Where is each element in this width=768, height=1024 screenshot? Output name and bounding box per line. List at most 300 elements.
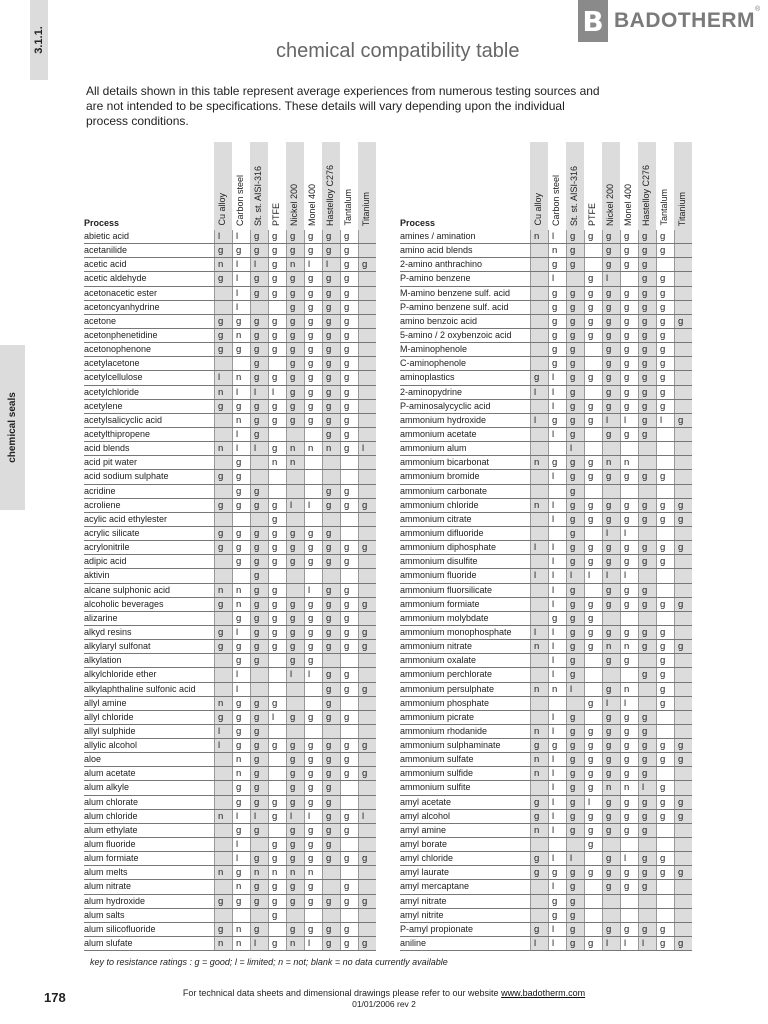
table-row bbox=[400, 852, 692, 866]
material-name: Nickel 200 bbox=[289, 183, 299, 226]
process-name: ammonium fluoride bbox=[400, 570, 477, 581]
rating-cell: g bbox=[638, 640, 656, 653]
process-name: allylic alcohol bbox=[84, 740, 138, 751]
rating-cell: g bbox=[584, 470, 602, 483]
rating-cell bbox=[214, 880, 232, 893]
rating-cell: g bbox=[304, 923, 322, 936]
rating-cell: g bbox=[566, 824, 584, 837]
rating-cell: g bbox=[602, 555, 620, 568]
rating-cell bbox=[638, 838, 656, 851]
rating-cell bbox=[584, 909, 602, 922]
process-name: P-amino benzene sulf. acid bbox=[400, 301, 509, 312]
rating-cell bbox=[214, 683, 232, 696]
rating-cell: g bbox=[214, 541, 232, 554]
rating-cell bbox=[674, 527, 692, 540]
rating-cell: g bbox=[602, 541, 620, 554]
rating-cell bbox=[286, 683, 304, 696]
table-row bbox=[84, 880, 376, 894]
rating-cell bbox=[250, 301, 268, 314]
rating-cell bbox=[602, 895, 620, 908]
process-name: allyl sulphide bbox=[84, 725, 136, 736]
rating-cell: g bbox=[268, 697, 286, 710]
rating-cell: g bbox=[566, 640, 584, 653]
rating-cell: g bbox=[250, 428, 268, 441]
rating-cell: n bbox=[620, 683, 638, 696]
material-column-header bbox=[602, 142, 620, 230]
rating-cell bbox=[340, 569, 358, 582]
rating-cell bbox=[530, 895, 548, 908]
rating-cell bbox=[548, 527, 566, 540]
rating-cell: l bbox=[268, 711, 286, 724]
rating-cell: g bbox=[566, 866, 584, 879]
process-name: P-amino benzene bbox=[400, 273, 471, 284]
table-row bbox=[84, 527, 376, 541]
material-column-header bbox=[340, 142, 358, 230]
rating-cell bbox=[214, 796, 232, 809]
rating-cell: g bbox=[322, 781, 340, 794]
rating-cell bbox=[584, 852, 602, 865]
rating-cell: g bbox=[602, 343, 620, 356]
rating-cell: g bbox=[340, 711, 358, 724]
rating-cell bbox=[340, 697, 358, 710]
rating-cell: g bbox=[566, 386, 584, 399]
rating-cell bbox=[638, 697, 656, 710]
rating-cell bbox=[214, 668, 232, 681]
table-row bbox=[84, 386, 376, 400]
rating-cell: g bbox=[232, 470, 250, 483]
rating-cell: g bbox=[620, 258, 638, 271]
table-row bbox=[84, 371, 376, 385]
rating-cell: l bbox=[250, 386, 268, 399]
rating-cell: g bbox=[638, 541, 656, 554]
rating-cell bbox=[358, 371, 376, 384]
rating-cell: g bbox=[322, 527, 340, 540]
material-name: Hastelloy C276 bbox=[325, 164, 335, 226]
table-row bbox=[400, 767, 692, 781]
rating-cell: g bbox=[250, 584, 268, 597]
rating-cell: l bbox=[232, 272, 250, 285]
rating-cell: g bbox=[250, 555, 268, 568]
table-row bbox=[84, 456, 376, 470]
rating-cell: g bbox=[548, 329, 566, 342]
rating-key: key to resistance ratings : g = good; l = limited; n = not; blank = no data currently available bbox=[90, 957, 448, 967]
side-category-label: chemical seals bbox=[7, 392, 19, 463]
rating-cell: g bbox=[548, 909, 566, 922]
table-row bbox=[400, 612, 692, 626]
rating-cell: g bbox=[214, 272, 232, 285]
material-column-header bbox=[584, 142, 602, 230]
rating-cell: g bbox=[358, 895, 376, 908]
rating-cell: g bbox=[304, 541, 322, 554]
footer-date: 01/01/2006 rev 2 bbox=[352, 999, 416, 1009]
table-row bbox=[400, 230, 692, 244]
rating-cell: g bbox=[584, 626, 602, 639]
material-name: Monel 400 bbox=[307, 183, 317, 226]
rating-cell bbox=[602, 485, 620, 498]
material-name: St. st. AISI-316 bbox=[569, 165, 579, 226]
rating-cell bbox=[584, 880, 602, 893]
rating-cell bbox=[530, 697, 548, 710]
rating-cell: g bbox=[322, 895, 340, 908]
rating-cell: l bbox=[620, 527, 638, 540]
rating-cell bbox=[358, 244, 376, 257]
process-name: alum acetate bbox=[84, 768, 136, 779]
rating-cell: l bbox=[548, 725, 566, 738]
rating-cell: g bbox=[214, 626, 232, 639]
rating-cell: g bbox=[602, 810, 620, 823]
rating-cell bbox=[548, 485, 566, 498]
rating-cell: g bbox=[268, 329, 286, 342]
rating-cell: g bbox=[566, 428, 584, 441]
rating-cell: l bbox=[566, 442, 584, 455]
rating-cell bbox=[250, 668, 268, 681]
material-name: Carbon steel bbox=[235, 174, 245, 226]
process-name: alizarine bbox=[84, 612, 118, 623]
rating-cell: l bbox=[232, 428, 250, 441]
process-name: ammonium persulphate bbox=[400, 683, 495, 694]
table-row bbox=[400, 258, 692, 272]
rating-cell bbox=[530, 343, 548, 356]
rating-cell bbox=[286, 485, 304, 498]
rating-cell: g bbox=[304, 315, 322, 328]
process-name: abietic acid bbox=[84, 231, 130, 241]
material-name: Carbon steel bbox=[551, 174, 561, 226]
rating-cell: g bbox=[584, 400, 602, 413]
rating-cell bbox=[268, 301, 286, 314]
rating-cell: g bbox=[340, 258, 358, 271]
rating-cell: g bbox=[268, 400, 286, 413]
rating-cell: g bbox=[340, 852, 358, 865]
rating-cell bbox=[304, 428, 322, 441]
process-name: amyl mercaptane bbox=[400, 881, 470, 892]
rating-cell bbox=[358, 513, 376, 526]
rating-cell: g bbox=[566, 470, 584, 483]
rating-cell bbox=[358, 569, 376, 582]
rating-cell bbox=[358, 287, 376, 300]
rating-cell: g bbox=[286, 767, 304, 780]
rating-cell bbox=[674, 923, 692, 936]
rating-cell: g bbox=[286, 541, 304, 554]
footer-link[interactable]: www.badotherm.com bbox=[501, 988, 586, 998]
rating-cell: g bbox=[322, 584, 340, 597]
table-row bbox=[84, 725, 376, 739]
rating-cell: g bbox=[620, 371, 638, 384]
rating-cell bbox=[674, 895, 692, 908]
rating-cell: g bbox=[304, 598, 322, 611]
table-row bbox=[400, 555, 692, 569]
rating-cell: g bbox=[322, 683, 340, 696]
rating-cell: l bbox=[214, 725, 232, 738]
rating-cell: g bbox=[268, 541, 286, 554]
rating-cell bbox=[214, 767, 232, 780]
rating-cell: g bbox=[656, 244, 674, 257]
rating-cell bbox=[674, 838, 692, 851]
rating-cell bbox=[322, 654, 340, 667]
rating-cell: g bbox=[620, 357, 638, 370]
rating-cell: g bbox=[322, 287, 340, 300]
rating-cell: g bbox=[250, 711, 268, 724]
rating-cell: g bbox=[638, 287, 656, 300]
table-row bbox=[400, 485, 692, 499]
table-row bbox=[84, 400, 376, 414]
table-row bbox=[84, 796, 376, 810]
rating-cell: g bbox=[286, 923, 304, 936]
rating-cell: g bbox=[638, 739, 656, 752]
rating-cell: g bbox=[286, 598, 304, 611]
rating-cell bbox=[530, 838, 548, 851]
rating-cell: g bbox=[268, 258, 286, 271]
section-number-tab bbox=[30, 0, 48, 80]
rating-cell bbox=[530, 668, 548, 681]
rating-cell: g bbox=[584, 329, 602, 342]
rating-cell: g bbox=[674, 598, 692, 611]
rating-cell: g bbox=[268, 442, 286, 455]
process-name: alcane sulphonic acid bbox=[84, 584, 171, 595]
rating-cell bbox=[214, 838, 232, 851]
rating-cell bbox=[584, 668, 602, 681]
rating-cell bbox=[602, 442, 620, 455]
process-name: ammonium formiate bbox=[400, 598, 480, 609]
rating-cell: g bbox=[268, 513, 286, 526]
rating-cell: n bbox=[286, 456, 304, 469]
process-name: alum salts bbox=[84, 909, 125, 920]
rating-cell: g bbox=[214, 640, 232, 653]
material-column-header bbox=[358, 142, 376, 230]
rating-cell bbox=[656, 442, 674, 455]
rating-cell: l bbox=[548, 937, 566, 950]
rating-cell: l bbox=[620, 414, 638, 427]
rating-cell: g bbox=[602, 683, 620, 696]
table-row bbox=[400, 527, 692, 541]
footer-text: For technical data sheets and dimensional drawings please refer to our website bbox=[182, 988, 499, 998]
rating-cell: n bbox=[530, 767, 548, 780]
rating-cell: l bbox=[620, 937, 638, 950]
rating-cell: g bbox=[232, 697, 250, 710]
process-name: amyl laurate bbox=[400, 867, 450, 878]
rating-cell bbox=[530, 287, 548, 300]
rating-cell bbox=[214, 287, 232, 300]
rating-cell: g bbox=[232, 895, 250, 908]
rating-cell: g bbox=[322, 711, 340, 724]
rating-cell: g bbox=[322, 626, 340, 639]
rating-cell: g bbox=[602, 796, 620, 809]
rating-cell: l bbox=[214, 230, 232, 243]
material-column-header bbox=[250, 142, 268, 230]
rating-cell: n bbox=[268, 456, 286, 469]
rating-cell: g bbox=[656, 937, 674, 950]
rating-cell bbox=[286, 725, 304, 738]
rating-cell: g bbox=[620, 541, 638, 554]
rating-cell bbox=[566, 838, 584, 851]
rating-cell: l bbox=[286, 810, 304, 823]
rating-cell: g bbox=[304, 386, 322, 399]
rating-cell: g bbox=[340, 329, 358, 342]
rating-cell: g bbox=[674, 640, 692, 653]
process-name: ammonium carbonate bbox=[400, 485, 488, 496]
rating-cell bbox=[250, 470, 268, 483]
rating-cell: n bbox=[232, 767, 250, 780]
rating-cell: g bbox=[322, 796, 340, 809]
rating-cell: g bbox=[286, 880, 304, 893]
table-row bbox=[400, 244, 692, 258]
rating-cell bbox=[358, 909, 376, 922]
rating-cell: g bbox=[322, 612, 340, 625]
rating-cell: g bbox=[638, 315, 656, 328]
process-name: adipic acid bbox=[84, 556, 127, 567]
rating-cell bbox=[530, 244, 548, 257]
rating-cell: g bbox=[214, 400, 232, 413]
rating-cell: g bbox=[674, 541, 692, 554]
rating-cell: g bbox=[340, 400, 358, 413]
table-row bbox=[400, 315, 692, 329]
rating-cell bbox=[584, 683, 602, 696]
rating-cell: g bbox=[548, 287, 566, 300]
table-row bbox=[84, 485, 376, 499]
rating-cell: g bbox=[548, 739, 566, 752]
rating-cell: l bbox=[214, 371, 232, 384]
rating-cell: g bbox=[250, 414, 268, 427]
rating-cell: g bbox=[638, 810, 656, 823]
rating-cell bbox=[656, 569, 674, 582]
rating-cell: g bbox=[656, 739, 674, 752]
process-name: 5-amino / 2 oxybenzoic acid bbox=[400, 329, 512, 340]
process-column-header: Process bbox=[84, 218, 120, 228]
process-name: acetonophenone bbox=[84, 344, 152, 355]
rating-cell: g bbox=[322, 824, 340, 837]
material-column-header bbox=[530, 142, 548, 230]
rating-cell bbox=[638, 527, 656, 540]
rating-cell: l bbox=[268, 386, 286, 399]
rating-cell bbox=[674, 880, 692, 893]
process-name: acid blends bbox=[84, 443, 130, 454]
rating-cell bbox=[268, 470, 286, 483]
rating-cell bbox=[674, 470, 692, 483]
rating-cell bbox=[674, 442, 692, 455]
rating-cell: g bbox=[304, 640, 322, 653]
rating-cell: g bbox=[566, 258, 584, 271]
process-name: ammonium difluoride bbox=[400, 527, 484, 538]
process-name: alum hydroxide bbox=[84, 895, 146, 906]
rating-cell: g bbox=[584, 739, 602, 752]
rating-cell: g bbox=[620, 584, 638, 597]
rating-cell bbox=[304, 470, 322, 483]
rating-cell bbox=[358, 527, 376, 540]
rating-cell: g bbox=[286, 824, 304, 837]
rating-cell: g bbox=[530, 852, 548, 865]
process-name: ammonium sulfite bbox=[400, 782, 471, 793]
table-row bbox=[84, 301, 376, 315]
rating-cell: g bbox=[232, 400, 250, 413]
rating-cell: l bbox=[548, 428, 566, 441]
rating-cell: g bbox=[584, 866, 602, 879]
rating-cell: g bbox=[566, 230, 584, 243]
rating-cell bbox=[304, 683, 322, 696]
rating-cell: l bbox=[304, 937, 322, 950]
material-column-header bbox=[232, 142, 250, 230]
rating-cell: g bbox=[638, 371, 656, 384]
rating-cell: g bbox=[602, 428, 620, 441]
rating-cell bbox=[322, 909, 340, 922]
rating-cell: g bbox=[340, 824, 358, 837]
rating-cell bbox=[656, 584, 674, 597]
rating-cell bbox=[322, 880, 340, 893]
table-row bbox=[84, 258, 376, 272]
rating-cell: g bbox=[268, 584, 286, 597]
process-name: acid pit water bbox=[84, 457, 138, 468]
table-row bbox=[84, 343, 376, 357]
material-column-header bbox=[214, 142, 232, 230]
rating-cell: l bbox=[304, 499, 322, 512]
rating-cell bbox=[674, 781, 692, 794]
rating-cell: g bbox=[602, 584, 620, 597]
process-name: ammonium oxalate bbox=[400, 655, 477, 666]
rating-cell: g bbox=[268, 838, 286, 851]
rating-cell: g bbox=[340, 315, 358, 328]
rating-cell: n bbox=[322, 442, 340, 455]
rating-cell: g bbox=[214, 244, 232, 257]
rating-cell bbox=[358, 428, 376, 441]
rating-cell: g bbox=[232, 456, 250, 469]
rating-cell: g bbox=[638, 258, 656, 271]
rating-cell: g bbox=[268, 880, 286, 893]
table-row bbox=[84, 513, 376, 527]
rating-cell: n bbox=[304, 866, 322, 879]
rating-cell bbox=[322, 866, 340, 879]
rating-cell: l bbox=[602, 272, 620, 285]
process-name: ammonium chloride bbox=[400, 499, 479, 510]
rating-cell: g bbox=[656, 810, 674, 823]
rating-cell: g bbox=[566, 555, 584, 568]
rating-cell: g bbox=[656, 654, 674, 667]
rating-cell: l bbox=[530, 626, 548, 639]
rating-cell: g bbox=[232, 343, 250, 356]
rating-cell: g bbox=[566, 937, 584, 950]
rating-cell: g bbox=[358, 541, 376, 554]
rating-cell: g bbox=[620, 880, 638, 893]
rating-cell: g bbox=[340, 428, 358, 441]
rating-cell bbox=[548, 697, 566, 710]
rating-cell: g bbox=[250, 315, 268, 328]
rating-cell: l bbox=[548, 386, 566, 399]
rating-cell: g bbox=[322, 371, 340, 384]
rating-cell bbox=[358, 555, 376, 568]
rating-cell bbox=[250, 838, 268, 851]
rating-cell: g bbox=[250, 244, 268, 257]
process-name: acroliene bbox=[84, 499, 121, 510]
table-row bbox=[400, 697, 692, 711]
rating-cell: l bbox=[232, 810, 250, 823]
table-row bbox=[84, 909, 376, 923]
rating-cell: g bbox=[602, 258, 620, 271]
page-number: 178 bbox=[44, 990, 66, 1005]
rating-cell: g bbox=[340, 626, 358, 639]
rating-cell: g bbox=[674, 513, 692, 526]
process-name: amyl borate bbox=[400, 839, 448, 850]
rating-cell: g bbox=[602, 923, 620, 936]
process-name: P-aminosalycyclic acid bbox=[400, 400, 491, 411]
rating-cell: g bbox=[286, 230, 304, 243]
rating-cell: g bbox=[620, 810, 638, 823]
rating-cell: g bbox=[322, 428, 340, 441]
rating-cell: g bbox=[638, 470, 656, 483]
table-row bbox=[400, 329, 692, 343]
process-name: acetanilide bbox=[84, 245, 128, 256]
rating-cell: g bbox=[656, 640, 674, 653]
table-row bbox=[400, 541, 692, 555]
rating-cell: g bbox=[638, 880, 656, 893]
rating-cell: g bbox=[340, 485, 358, 498]
rating-cell bbox=[268, 485, 286, 498]
